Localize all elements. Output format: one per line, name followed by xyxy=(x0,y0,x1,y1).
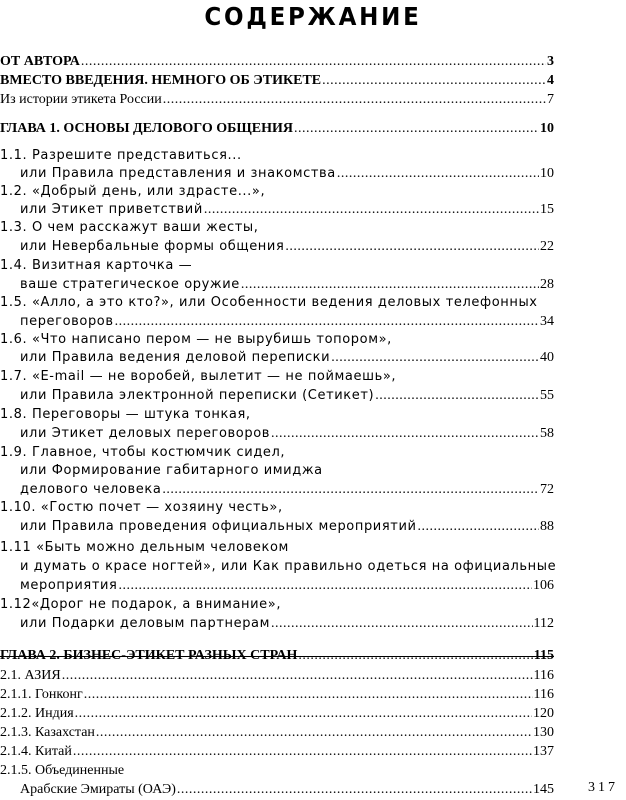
toc-entry-page: 55 xyxy=(540,388,554,403)
toc-entry-1-7-a: 1.7. «E-mail — не воробей, вылетит — не поймаешь», xyxy=(0,369,397,384)
dot-leader xyxy=(177,782,532,798)
toc-entry-title: или Невербальные формы общения xyxy=(20,239,285,254)
toc-entry-title: 2.1. АЗИЯ xyxy=(0,668,61,683)
toc-entry-title: 2.1.4. Китай xyxy=(0,744,72,759)
toc-entry-2-1[interactable] xyxy=(0,668,554,684)
toc-entry-title: Из истории этикета России xyxy=(0,92,162,107)
toc-entry-title: 2.1.3. Казахстан xyxy=(0,725,95,740)
chapter-underline xyxy=(0,656,554,657)
toc-entry-page: 7 xyxy=(547,92,554,107)
toc-entry-page: 88 xyxy=(540,519,554,534)
toc-entry-title: или Правила электронной переписки (Сетикет) xyxy=(20,388,375,403)
toc-entry-1-9-c[interactable] xyxy=(20,482,554,498)
toc-entry-page: 120 xyxy=(533,706,554,721)
dot-leader xyxy=(241,277,539,293)
dot-leader xyxy=(322,73,546,89)
toc-entry-title: или Правила проведения официальных мероприятий xyxy=(20,519,417,534)
toc-entry-1-4-b[interactable] xyxy=(20,277,554,293)
toc-entry-title: или Этикет деловых переговоров xyxy=(20,426,271,441)
toc-entry-page: 58 xyxy=(540,426,554,441)
toc-entry-1-4-a: 1.4. Визитная карточка — xyxy=(0,258,193,273)
toc-entry-page: 72 xyxy=(540,482,554,497)
toc-entry-title: ГЛАВА 2. БИЗНЕС-ЭТИКЕТ РАЗНЫХ СТРАН xyxy=(0,648,298,663)
toc-entry-title: или Правила представления и знакомства xyxy=(20,166,336,181)
toc-entry-page: 112 xyxy=(533,616,554,631)
toc-entry-1-9-a: 1.9. Главное, чтобы костюмчик сидел, xyxy=(0,445,286,460)
dot-leader xyxy=(162,482,539,498)
toc-entry-title: или Правила ведения деловой переписки xyxy=(20,350,331,365)
toc-entry-1-5-b[interactable] xyxy=(20,314,554,330)
toc-entry-1-5-a: 1.5. «Алло, а это кто?», или Особенности ведения деловых телефонных xyxy=(0,295,538,310)
toc-entry-title: Арабские Эмираты (ОАЭ) xyxy=(20,782,176,797)
toc-entry-page: 3 xyxy=(547,54,554,69)
toc-entry-title: ВМЕСТО ВВЕДЕНИЯ. НЕМНОГО ОБ ЭТИКЕТЕ xyxy=(0,73,322,88)
toc-entry-1-1-a: 1.1. Разрешите представиться... xyxy=(0,148,242,163)
toc-entry-vmesto-vvedeniya[interactable] xyxy=(0,73,554,89)
toc-entry-page: 115 xyxy=(533,648,554,663)
toc-entry-page: 116 xyxy=(533,668,554,683)
dot-leader xyxy=(84,687,533,703)
toc-entry-page: 106 xyxy=(533,578,554,593)
toc-entry-page: 10 xyxy=(540,121,554,136)
dot-leader xyxy=(331,350,539,366)
toc-entry-1-11-c[interactable] xyxy=(20,578,554,594)
dot-leader xyxy=(163,92,546,108)
toc-entry-2-1-3[interactable] xyxy=(0,725,554,741)
toc-entry-1-12-b[interactable] xyxy=(20,616,554,632)
toc-entry-1-7-b[interactable] xyxy=(20,388,554,404)
toc-entry-1-6-a: 1.6. «Что написано пером — не вырубишь топором», xyxy=(0,332,392,347)
dot-leader xyxy=(96,725,532,741)
dot-leader xyxy=(285,239,539,255)
toc-entry-1-11-a: 1.11 «Быть можно дельным человеком xyxy=(0,540,289,555)
toc-entry-1-10-b[interactable] xyxy=(20,519,554,535)
toc-entry-1-9-b: или Формирование габитарного имиджа xyxy=(20,463,323,478)
toc-entry-title: 2.1.2. Индия xyxy=(0,706,74,721)
toc-entry-1-6-b[interactable] xyxy=(20,350,554,366)
toc-entry-1-2-a: 1.2. «Добрый день, или здрасте...», xyxy=(0,184,266,199)
dot-leader xyxy=(115,314,539,330)
toc-entry-1-11-b: и думать о красе ногтей», или Как правильно одеться на официальные xyxy=(20,559,557,574)
toc-entry-iz-istorii[interactable] xyxy=(0,92,554,108)
toc-entry-title: ваше стратегическое оружие xyxy=(20,277,240,292)
toc-entry-1-10-a: 1.10. «Гостю почет — хозяину честь», xyxy=(0,500,283,515)
toc-entry-title: переговоров xyxy=(20,314,114,329)
toc-entry-page: 4 xyxy=(547,73,554,88)
dot-leader xyxy=(271,426,539,442)
toc-entry-page: 137 xyxy=(533,744,554,759)
toc-entry-1-3-b[interactable] xyxy=(20,239,554,255)
dot-leader xyxy=(75,706,532,722)
dot-leader xyxy=(418,519,539,535)
toc-entry-ot-avtora[interactable] xyxy=(0,54,554,70)
toc-entry-2-1-2[interactable] xyxy=(0,706,554,722)
toc-entry-2-1-1[interactable] xyxy=(0,687,554,703)
toc-entry-title: ГЛАВА 1. ОСНОВЫ ДЕЛОВОГО ОБЩЕНИЯ xyxy=(0,121,293,136)
toc-entry-title: или Этикет приветствий xyxy=(20,202,203,217)
toc-entry-1-8-a: 1.8. Переговоры — штука тонкая, xyxy=(0,407,251,422)
toc-entry-page: 10 xyxy=(540,166,554,181)
toc-entry-title: мероприятия xyxy=(20,578,118,593)
toc-entry-title: или Подарки деловым партнерам xyxy=(20,616,271,631)
dot-leader xyxy=(204,202,539,218)
toc-entry-page: 22 xyxy=(540,239,554,254)
dot-leader xyxy=(271,616,532,632)
toc-entry-page: 116 xyxy=(533,687,554,702)
toc-entry-1-12-a: 1.12«Дорог не подарок, а внимание», xyxy=(0,597,282,612)
toc-entry-page: 34 xyxy=(540,314,554,329)
dot-leader xyxy=(81,54,546,70)
toc-entry-1-8-b[interactable] xyxy=(20,426,554,442)
dot-leader xyxy=(294,121,539,137)
toc-entry-page: 15 xyxy=(540,202,554,217)
dot-leader xyxy=(118,578,532,594)
page-title: СОДЕРЖАНИЕ xyxy=(204,2,422,31)
toc-entry-page: 130 xyxy=(533,725,554,740)
toc-entry-title: 2.1.1. Гонконг xyxy=(0,687,83,702)
toc-entry-page: 40 xyxy=(540,350,554,365)
toc-entry-1-1-b[interactable] xyxy=(20,166,554,182)
dot-leader xyxy=(337,166,539,182)
toc-entry-glava-1[interactable] xyxy=(0,121,554,137)
toc-entry-1-3-a: 1.3. О чем расскажут ваши жесты, xyxy=(0,220,259,235)
dot-leader xyxy=(73,744,532,760)
toc-entry-1-2-b[interactable] xyxy=(20,202,554,218)
toc-entry-title: ОТ АВТОРА xyxy=(0,54,80,69)
dot-leader xyxy=(62,668,533,684)
toc-entry-2-1-4[interactable] xyxy=(0,744,554,760)
toc-entry-page: 28 xyxy=(540,277,554,292)
toc-entry-page: 145 xyxy=(533,782,554,797)
page-number: 317 xyxy=(588,780,618,795)
dot-leader xyxy=(375,388,539,404)
toc-entry-2-1-5-b[interactable] xyxy=(20,782,554,798)
toc-entry-2-1-5-a: 2.1.5. Объединенные xyxy=(0,763,125,778)
toc-entry-title: делового человека xyxy=(20,482,162,497)
